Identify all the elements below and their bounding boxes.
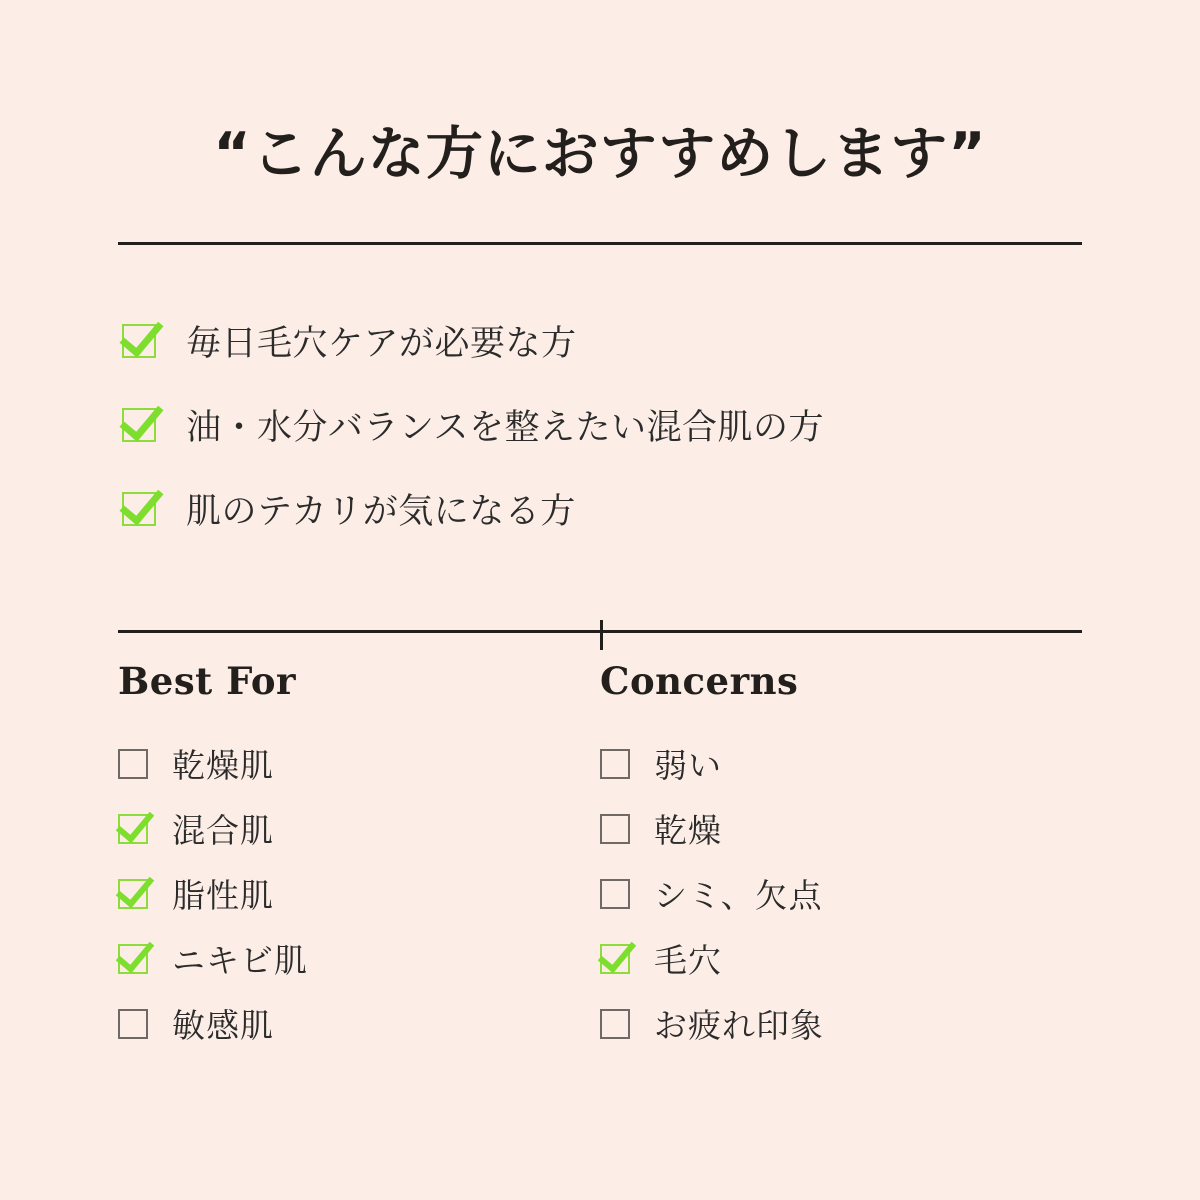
table-row-label: シミ、欠点 (654, 876, 823, 915)
list-item[interactable] (122, 383, 1082, 467)
table-row-label: 脂性肌 (172, 876, 274, 915)
table-row[interactable] (118, 991, 600, 1056)
column-heading: Concerns (600, 659, 799, 703)
page-title: “こんな方におすすめします” (213, 121, 987, 187)
checkbox-checked-icon[interactable] (600, 944, 630, 974)
table-column-divider (600, 620, 603, 650)
table-row[interactable] (118, 861, 600, 926)
checkbox-empty-icon[interactable] (600, 879, 630, 909)
table-row[interactable] (600, 796, 1082, 861)
checkbox-empty-icon[interactable] (118, 749, 148, 779)
table-row-label: 乾燥 (654, 811, 722, 850)
table-row-label: お疲れ印象 (654, 1006, 824, 1045)
checkbox-checked-icon[interactable] (122, 324, 156, 358)
checkbox-empty-icon[interactable] (118, 1009, 148, 1039)
table-row[interactable] (118, 796, 600, 861)
column-heading: Best For (118, 659, 297, 703)
table-row-label: 弱い (654, 746, 722, 785)
list-item-label: 毎日毛穴ケアが必要な方 (186, 324, 577, 364)
list-item[interactable] (122, 467, 1082, 551)
table-row[interactable] (118, 926, 600, 991)
table-row[interactable] (600, 861, 1082, 926)
table-row-label: 乾燥肌 (172, 746, 274, 785)
table-row-label: ニキビ肌 (172, 941, 308, 980)
table-column-best-for (118, 659, 600, 1056)
list-item-label: 肌のテカリが気になる方 (186, 492, 576, 532)
checkbox-checked-icon[interactable] (118, 814, 148, 844)
list-item[interactable] (122, 299, 1082, 383)
list-item-label: 油・水分バランスを整えたい混合肌の方 (186, 408, 824, 448)
table-column-concerns (600, 659, 1082, 1056)
checkbox-checked-icon[interactable] (118, 944, 148, 974)
table-row-label: 敏感肌 (172, 1006, 274, 1045)
checkbox-empty-icon[interactable] (600, 749, 630, 779)
recommendation-list (118, 299, 1082, 551)
comparison-table (118, 630, 1082, 1056)
checkbox-empty-icon[interactable] (600, 1009, 630, 1039)
checkbox-empty-icon[interactable] (600, 814, 630, 844)
table-row[interactable] (600, 731, 1082, 796)
table-row[interactable] (600, 991, 1082, 1056)
table-row[interactable] (118, 731, 600, 796)
checkbox-checked-icon[interactable] (122, 492, 156, 526)
header-divider (118, 242, 1082, 245)
table-row-label: 混合肌 (172, 811, 274, 850)
table-row-label: 毛穴 (654, 941, 722, 980)
table-row[interactable] (600, 926, 1082, 991)
checkbox-checked-icon[interactable] (122, 408, 156, 442)
checkbox-checked-icon[interactable] (118, 879, 148, 909)
